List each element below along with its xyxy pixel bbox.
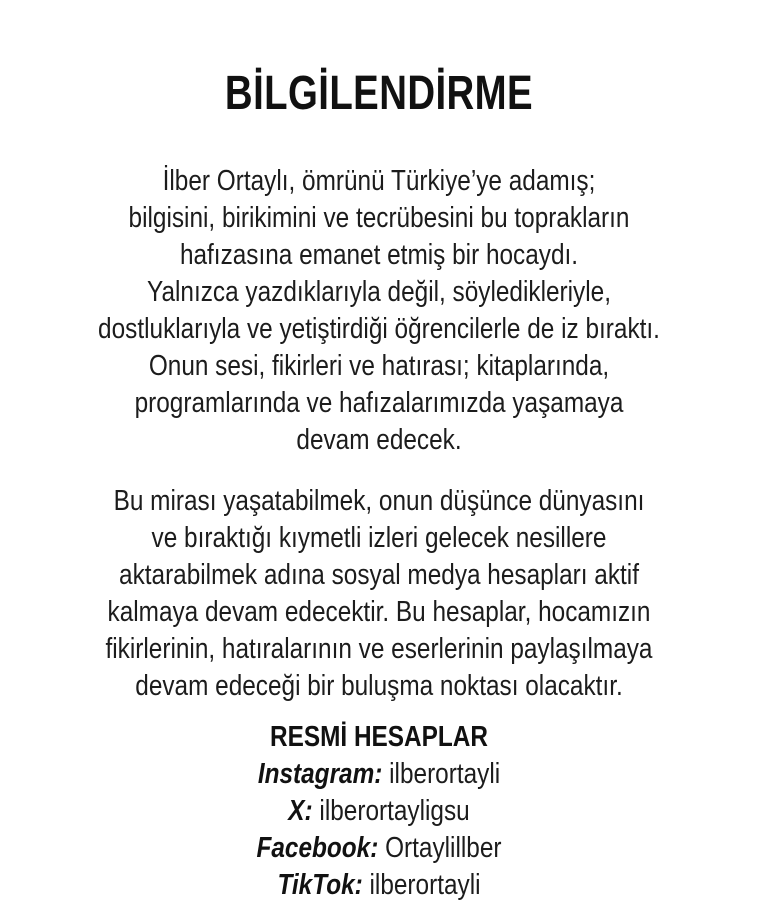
facebook-label: Facebook:	[256, 831, 379, 864]
paragraph-line: kalmaya devam edecektir. Bu hesaplar, hocamızın	[107, 595, 651, 628]
tiktok-label: TikTok:	[277, 868, 363, 901]
x-label: X:	[288, 794, 313, 827]
account-line-instagram	[61, 756, 698, 793]
instagram-label: Instagram:	[257, 757, 383, 790]
x-handle: ilberortayligsu	[319, 794, 470, 827]
paragraph-legacy	[61, 483, 698, 705]
paragraph-line: programlarında ve hafızalarımızda yaşamaya	[134, 386, 624, 419]
account-line-facebook	[61, 830, 698, 867]
paragraph-line: devam edeceği bir buluşma noktası olacaktır.	[135, 669, 623, 702]
paragraph-line: dostluklarıyla ve yetiştirdiği öğrencilerle de iz bıraktı.	[98, 312, 660, 345]
paragraph-line: ve bıraktığı kıymetli izleri gelecek nesillere	[151, 521, 607, 554]
body-text-block	[61, 163, 698, 904]
paragraph-line: aktarabilmek adına sosyal medya hesapları aktif	[119, 558, 639, 591]
paragraph-line: hafızasına emanet etmiş bir hocaydı.	[179, 238, 579, 271]
paragraph-line: fikirlerinin, hatıralarının ve eserlerinin paylaşılmaya	[105, 632, 653, 665]
account-line-tiktok	[61, 867, 698, 904]
paragraph-line: Bu mirası yaşatabilmek, onun düşünce dünyasını	[113, 484, 645, 517]
account-line-x	[61, 793, 698, 830]
facebook-handle: Ortaylillber	[385, 831, 502, 864]
official-accounts-section	[61, 719, 698, 904]
paragraph-line: Yalnızca yazdıklarıyla değil, söyledikleriyle,	[147, 275, 611, 308]
paragraph-line: devam edecek.	[296, 423, 462, 456]
page-title: BİLGİLENDİRME	[224, 67, 534, 120]
official-accounts-heading: RESMİ HESAPLAR	[270, 720, 488, 753]
paragraph-memorial	[61, 163, 698, 459]
paragraph-line: bilgisini, birikimini ve tecrübesini bu toprakların	[128, 201, 630, 234]
paragraph-line: Onun sesi, fikirleri ve hatırası; kitaplarında,	[148, 349, 610, 382]
tiktok-handle: ilberortayli	[369, 868, 481, 901]
paragraph-line: İlber Ortaylı, ömrünü Türkiye’ye adamış;	[162, 164, 596, 197]
instagram-handle: ilberortayli	[389, 757, 501, 790]
